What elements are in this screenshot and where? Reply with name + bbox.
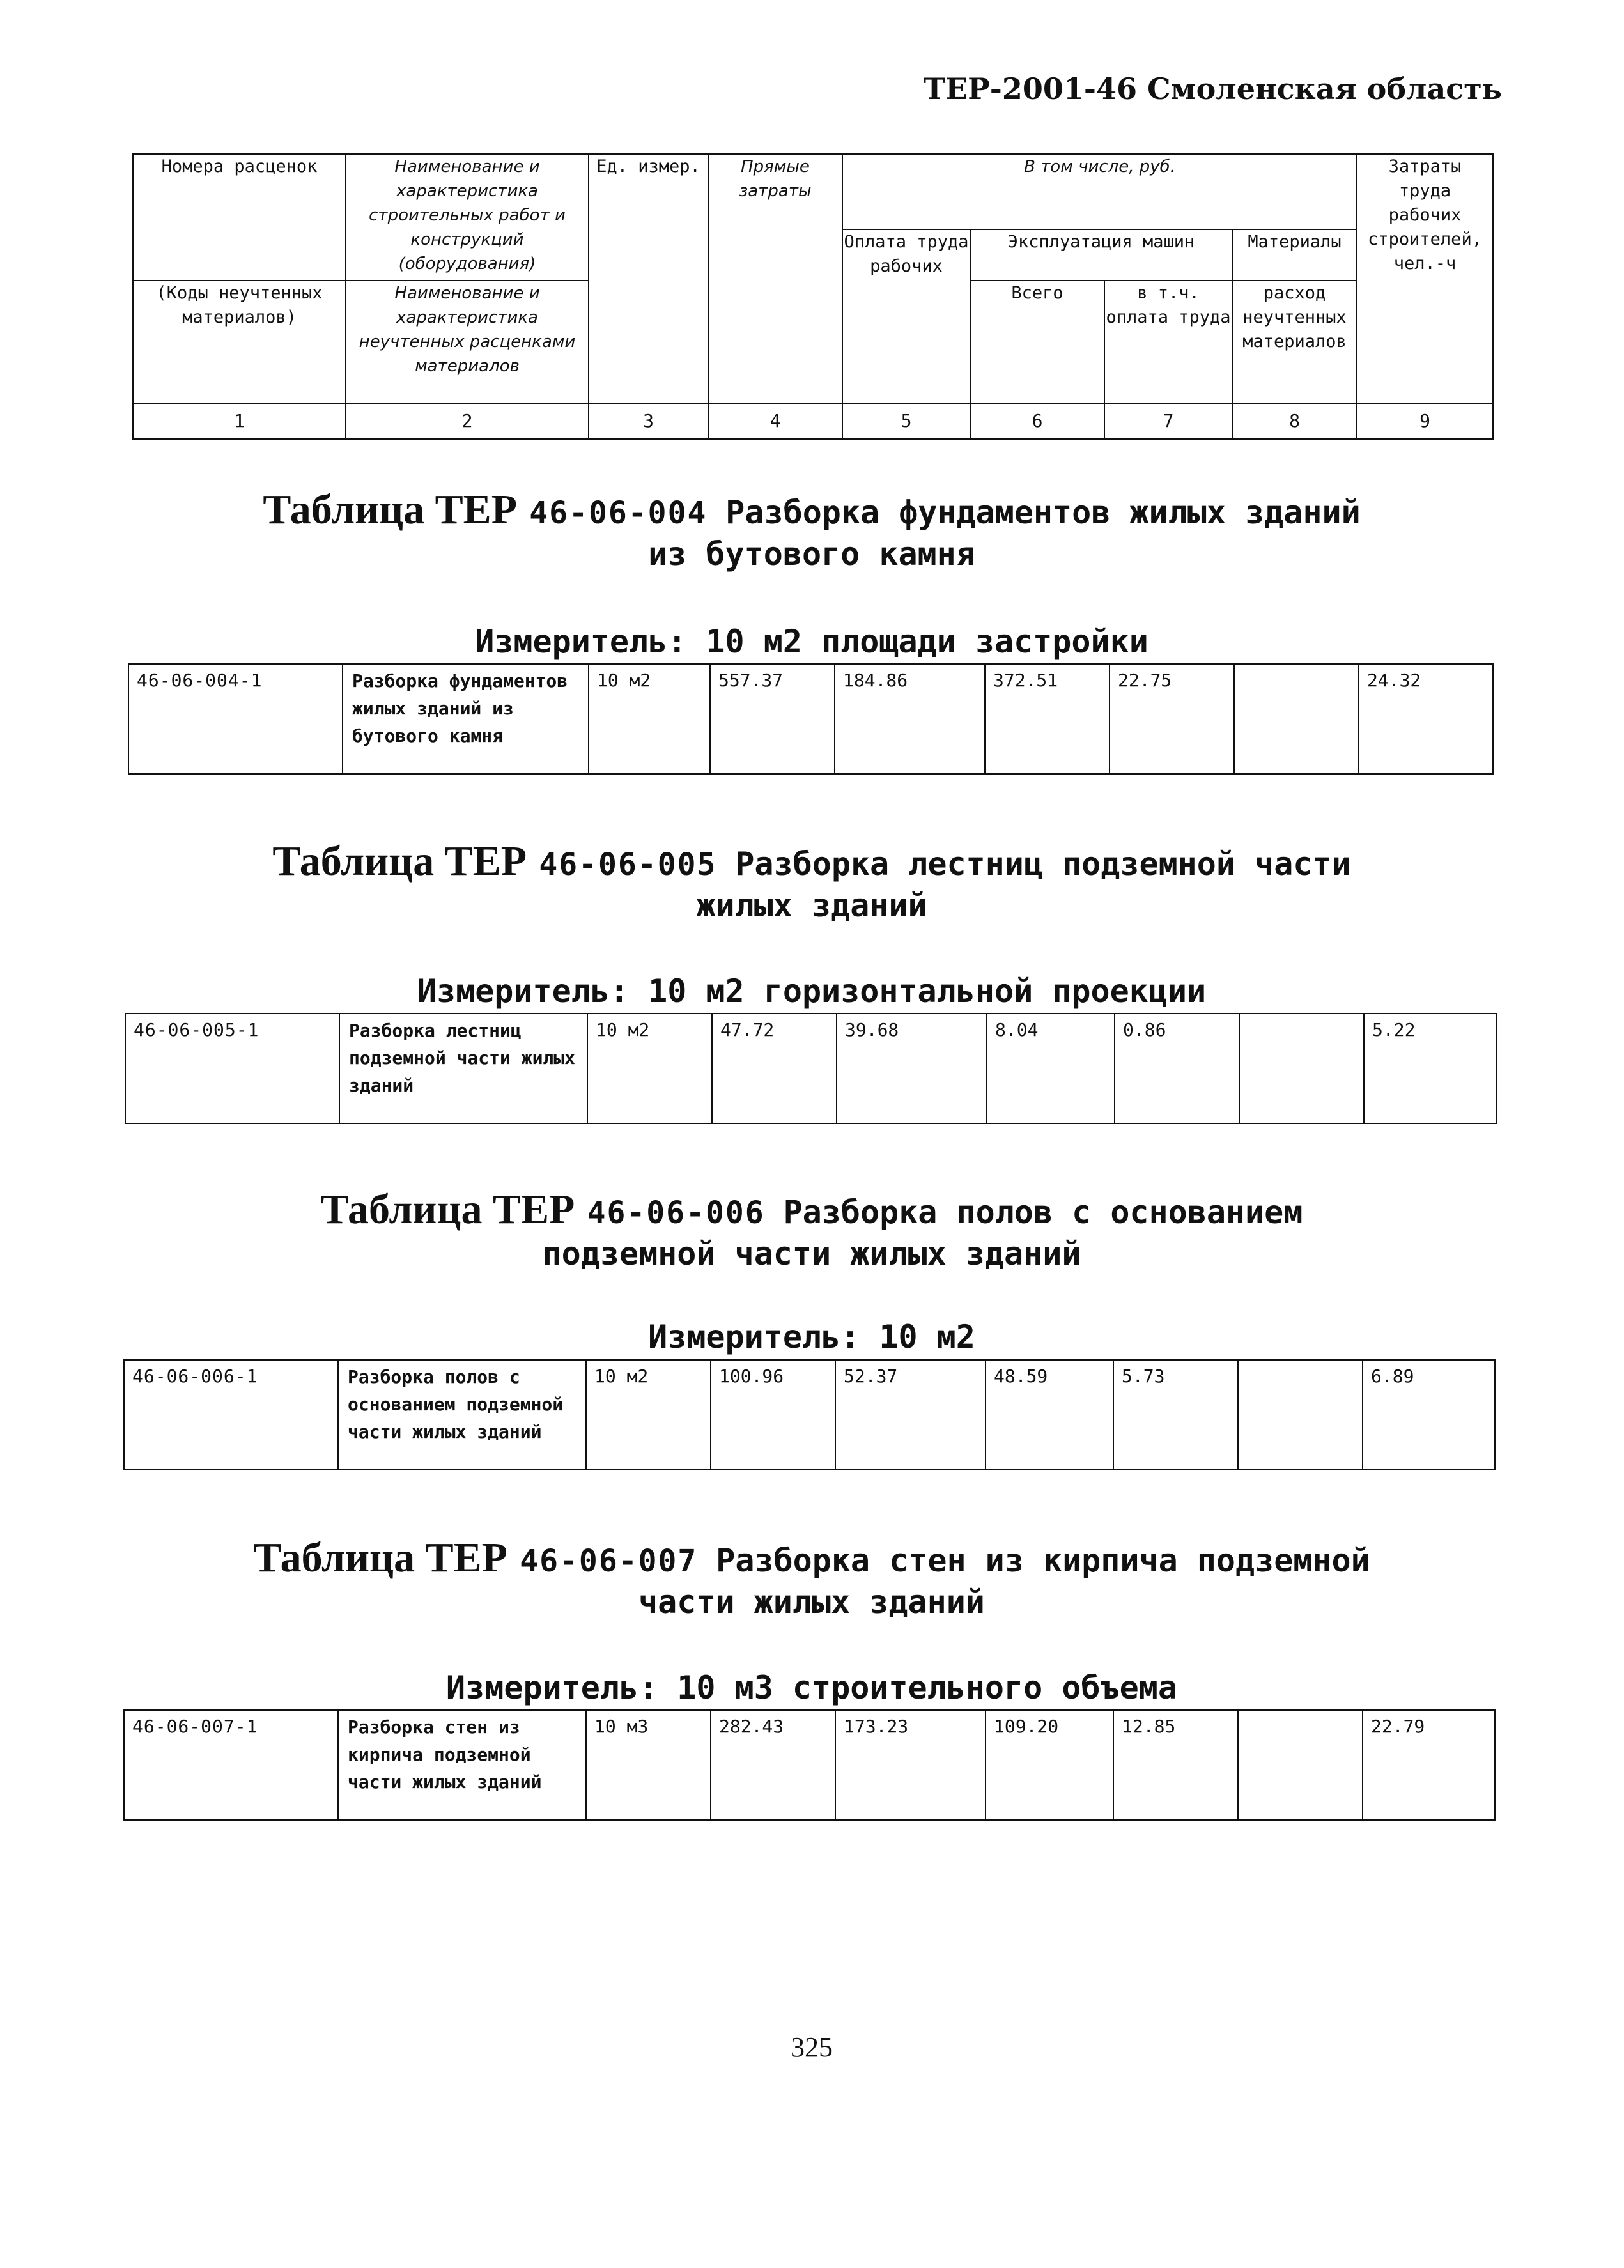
header-materials: Материалы: [1232, 229, 1357, 281]
section-word: Таблица ТЕР: [320, 1186, 575, 1233]
rate-unit: 10 м2: [587, 1014, 712, 1123]
col-number: 6: [970, 403, 1104, 439]
rate-unit: 10 м2: [589, 664, 710, 774]
header-including: В том числе, руб.: [842, 154, 1357, 229]
table-row: [125, 1014, 1496, 1123]
rate-machines: 48.59: [986, 1360, 1113, 1470]
col-number: 9: [1357, 403, 1493, 439]
section-code: 46-06-007: [520, 1543, 698, 1579]
rate-materials: [1234, 664, 1359, 774]
header-rate-numbers: Номера расценок: [133, 154, 346, 281]
col-number: 2: [346, 403, 589, 439]
column-header-table: [132, 153, 1494, 440]
rate-direct-costs: 282.43: [711, 1710, 835, 1820]
rate-name: Разборка фундаментов жилых зданий из бутового камня: [343, 664, 589, 774]
section-code: 46-06-006: [587, 1195, 765, 1231]
rate-table: [123, 1359, 1496, 1470]
running-header: ТЕР-2001-46 Смоленская область: [923, 72, 1502, 106]
header-unaccounted-materials: Наименование и характеристика неучтенных расценками материалов: [346, 281, 589, 403]
section-measure: Измеритель: 10 м2 горизонтальной проекции: [417, 973, 1207, 1010]
rate-code: 46-06-005-1: [125, 1014, 339, 1123]
section-measure: Измеритель: 10 м2: [648, 1318, 975, 1355]
header-unit: Ед. измер.: [589, 154, 708, 403]
table-row: [124, 1360, 1495, 1470]
header-machines-wages: в т.ч. оплата труда: [1104, 281, 1232, 403]
rate-materials: [1238, 1710, 1363, 1820]
header-machines-total: Всего: [970, 281, 1104, 403]
section-title-line2: подземной части жилых зданий: [542, 1235, 1081, 1272]
header-direct-costs: Прямые затраты: [708, 154, 842, 403]
rate-machines: 109.20: [986, 1710, 1113, 1820]
rate-machines: 8.04: [987, 1014, 1115, 1123]
rate-machines: 372.51: [985, 664, 1110, 774]
section-title: [128, 486, 1496, 573]
rate-direct-costs: 557.37: [710, 664, 835, 774]
section-title-line2: жилых зданий: [696, 887, 927, 924]
rate-machine-wages: 0.86: [1115, 1014, 1239, 1123]
section-measure: Измеритель: 10 м3 строительного объема: [446, 1669, 1177, 1706]
section-code: 46-06-004: [529, 495, 708, 531]
section-title: [128, 1534, 1496, 1621]
col-number: 4: [708, 403, 842, 439]
rate-unit: 10 м2: [586, 1360, 711, 1470]
rate-name: Разборка лестниц подземной части жилых зданий: [339, 1014, 587, 1123]
rate-table: [128, 663, 1494, 775]
rate-direct-costs: 100.96: [711, 1360, 835, 1470]
table-row: [128, 664, 1493, 774]
rate-unit: 10 м3: [586, 1710, 711, 1820]
col-number: 3: [589, 403, 708, 439]
header-work-name: Наименование и характеристика строительных работ и конструкций (оборудования): [346, 154, 589, 281]
section-title: [128, 1185, 1496, 1272]
section-title-line1: Разборка фундаментов жилых зданий: [725, 494, 1361, 531]
rate-labor: 22.79: [1363, 1710, 1495, 1820]
rate-machine-wages: 22.75: [1110, 664, 1234, 774]
rate-code: 46-06-006-1: [124, 1360, 338, 1470]
rate-name: Разборка стен из кирпича подземной части жилых зданий: [338, 1710, 586, 1820]
header-wages: Оплата труда рабочих: [842, 229, 970, 403]
col-number: 5: [842, 403, 970, 439]
section-measure: Измеритель: 10 м2 площади застройки: [475, 623, 1148, 660]
section-word: Таблица ТЕР: [272, 838, 527, 884]
section-word: Таблица ТЕР: [263, 486, 518, 533]
rate-materials: [1239, 1014, 1364, 1123]
rate-code: 46-06-004-1: [128, 664, 343, 774]
rate-labor: 5.22: [1364, 1014, 1496, 1123]
rate-wages: 184.86: [835, 664, 985, 774]
header-materials-unaccounted: расход неучтенных материалов: [1232, 281, 1357, 403]
section-title-line2: части жилых зданий: [638, 1584, 985, 1621]
page-number: 325: [791, 2032, 833, 2063]
rate-materials: [1238, 1360, 1363, 1470]
rate-code: 46-06-007-1: [124, 1710, 338, 1820]
header-labor: Затраты труда рабочих строителей, чел.-ч: [1357, 154, 1493, 403]
header-unaccounted-codes: (Коды неучтенных материалов): [133, 281, 346, 403]
rate-direct-costs: 47.72: [712, 1014, 837, 1123]
rate-machine-wages: 12.85: [1113, 1710, 1238, 1820]
rate-table: [123, 1709, 1496, 1821]
table-row: [124, 1710, 1495, 1820]
section-title-line1: Разборка лестниц подземной части: [735, 845, 1351, 883]
rate-labor: 6.89: [1363, 1360, 1495, 1470]
rate-wages: 52.37: [835, 1360, 986, 1470]
section-word: Таблица ТЕР: [253, 1534, 507, 1581]
col-number: 1: [133, 403, 346, 439]
section-title-line1: Разборка стен из кирпича подземной: [716, 1542, 1370, 1579]
rate-labor: 24.32: [1359, 664, 1493, 774]
section-code: 46-06-005: [539, 847, 717, 883]
section-title-line1: Разборка полов с основанием: [783, 1194, 1303, 1231]
col-number: 7: [1104, 403, 1232, 439]
rate-wages: 39.68: [837, 1014, 987, 1123]
rate-name: Разборка полов с основанием подземной части жилых зданий: [338, 1360, 586, 1470]
col-number: 8: [1232, 403, 1357, 439]
rate-machine-wages: 5.73: [1113, 1360, 1238, 1470]
header-machines: Эксплуатация машин: [970, 229, 1232, 281]
section-title: [128, 837, 1496, 924]
rate-wages: 173.23: [835, 1710, 986, 1820]
rate-table: [125, 1013, 1497, 1124]
section-title-line2: из бутового камня: [648, 536, 975, 573]
